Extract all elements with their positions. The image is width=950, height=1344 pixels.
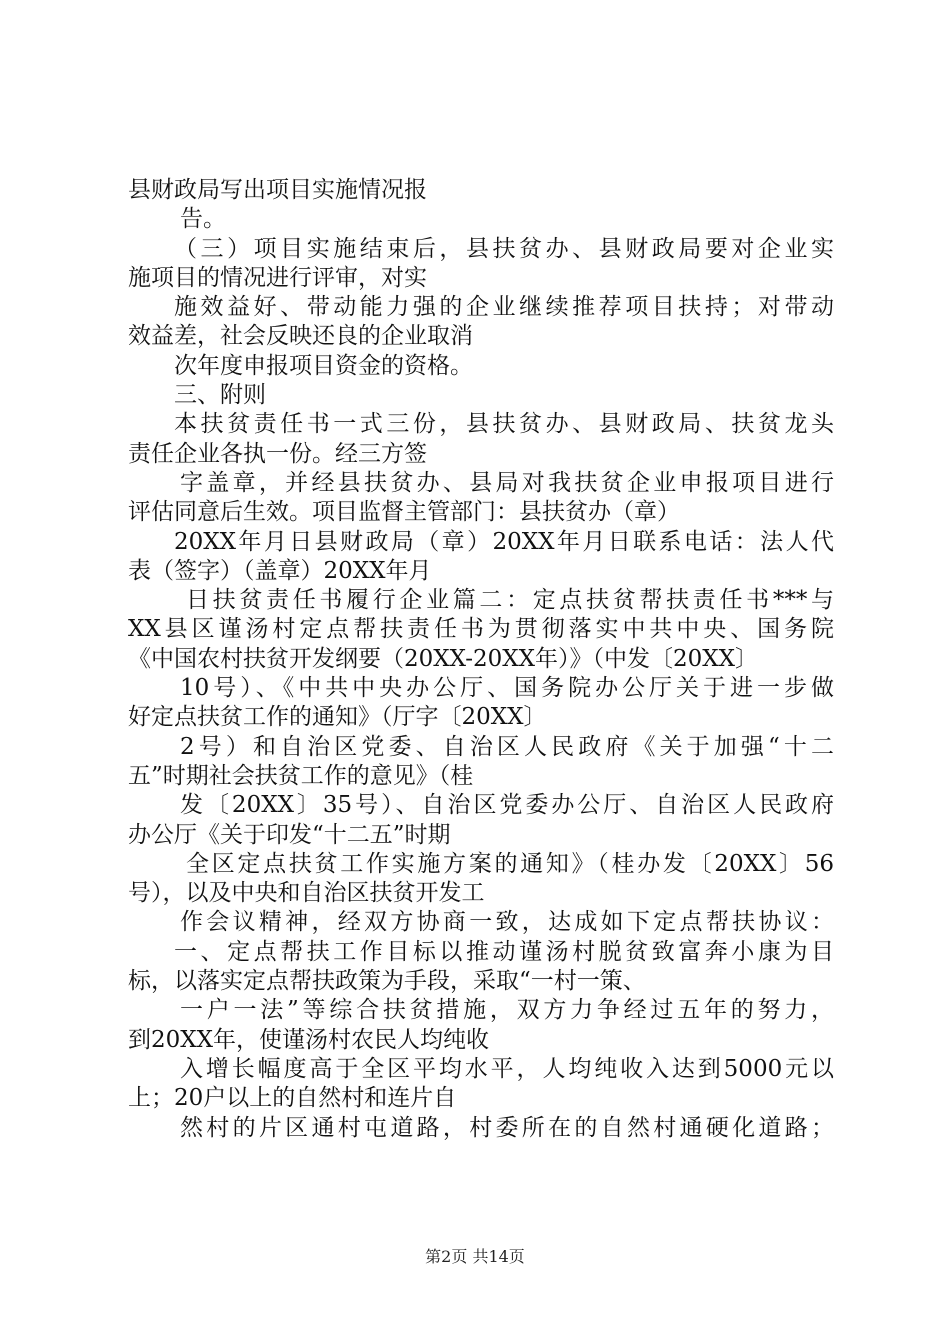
- text-line: 表（签字）（盖章）20XX年月: [128, 557, 432, 584]
- text-line: 五”时期社会扶贫工作的意见》（桂: [128, 762, 474, 789]
- text-line: 作会议精神，经双方协商一致，达成如下定点帮扶协议：: [180, 909, 834, 936]
- text-line: 办公厅《关于印发“十二五”时期: [128, 821, 451, 848]
- text-line: 效益差，社会反映还良的企业取消: [128, 323, 473, 350]
- text-line: 好定点扶贫工作的通知》（厅字〔20XX〕: [128, 704, 547, 731]
- text-line: 标，以落实定点帮扶政策为手段，采取“一村一策、: [128, 968, 646, 995]
- text-line: 10号）、《中共中央办公厅、国务院办公厅关于进一步做: [180, 675, 834, 702]
- text-line: 发〔20XX〕35号）、自治区党委办公厅、自治区人民政府: [180, 792, 834, 819]
- text-line: 2号）和自治区党委、自治区人民政府《关于加强“十二: [180, 733, 834, 760]
- text-line: 告。: [180, 206, 226, 233]
- text-line: 到20XX年，使谨汤村农民人均纯收: [128, 1026, 490, 1053]
- text-line: （三）项目实施结束后，县扶贫办、县财政局要对企业实: [174, 235, 834, 262]
- text-line: 本扶贫责任书一式三份，县扶贫办、县财政局、扶贫龙头: [174, 411, 834, 438]
- text-line: 施项目的情况进行评审，对实: [128, 264, 427, 291]
- text-line: 号），以及中央和自治区扶贫开发工: [128, 880, 485, 907]
- text-line: 次年度申报项目资金的资格。: [174, 352, 473, 379]
- text-line: 入增长幅度高于全区平均水平，人均纯收入达到5000元以: [180, 1055, 834, 1082]
- text-line: 20XX年月日县财政局（章）20XX年月日联系电话：法人代: [174, 528, 834, 555]
- text-line: 评估同意后生效。项目监督主管部门：县扶贫办（章）: [128, 499, 680, 526]
- text-line: XX县区谨汤村定点帮扶责任书为贯彻落实中共中央、国务院: [128, 616, 834, 643]
- text-line: 然村的片区通村屯道路，村委所在的自然村通硬化道路；: [180, 1114, 834, 1141]
- text-line: 《中国农村扶贫开发纲要（20XX-20XX年）》（中发〔20XX〕: [128, 645, 758, 672]
- text-line: 县财政局写出项目实施情况报: [128, 177, 427, 203]
- text-line: 责任企业各执一份。经三方签: [128, 440, 427, 467]
- text-line: 一、定点帮扶工作目标以推动谨汤村脱贫致富奔小康为目: [174, 938, 834, 965]
- text-line: 三、附则: [174, 382, 266, 409]
- document-body: [128, 176, 834, 1143]
- text-line: 字盖章，并经县扶贫办、县局对我扶贫企业申报项目进行: [180, 469, 834, 496]
- text-line: 上；20户以上的自然村和连片自: [128, 1085, 457, 1112]
- text-line: 全区定点扶贫工作实施方案的通知》（桂办发〔20XX〕56: [186, 850, 834, 877]
- text-line: 施效益好、带动能力强的企业继续推荐项目扶持；对带动: [174, 294, 834, 321]
- text-line: 日扶贫责任书履行企业篇二：定点扶贫帮扶责任书***与: [186, 587, 834, 614]
- page-footer: 第2页 共14页: [425, 1247, 525, 1266]
- text-line: 一户一法”等综合扶贫措施，双方力争经过五年的努力，: [180, 997, 834, 1024]
